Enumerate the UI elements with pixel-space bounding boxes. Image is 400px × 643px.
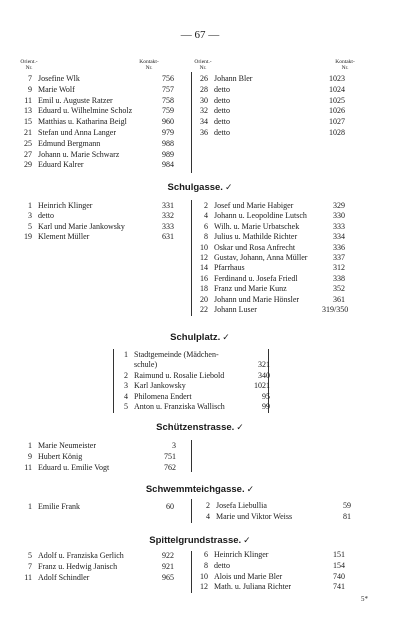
entry-row <box>193 106 345 116</box>
owner-name: Heinrich Klinger <box>214 550 269 559</box>
owner-name: Eduard u. Wilhelmine Scholz <box>38 106 133 116</box>
owner-name: detto <box>38 211 54 221</box>
entry-row <box>18 502 174 512</box>
orient-number: 12 <box>200 582 208 592</box>
orient-number: 22 <box>200 305 208 314</box>
orient-number: 5 <box>28 221 32 231</box>
contact-number: 631 <box>162 232 174 242</box>
entry-row <box>18 106 174 116</box>
entry-row <box>18 573 174 583</box>
contact-number: 3 <box>172 441 176 450</box>
entry-row <box>193 243 345 253</box>
entry-row <box>193 117 345 127</box>
contact-number: 1026 <box>329 106 345 116</box>
owner-name: Oskar und Rosa Anfrecht <box>214 242 296 252</box>
owner-name: Raimund u. Rosalie Liebold <box>134 370 225 380</box>
entry-row <box>193 561 345 571</box>
owner-name: Klement Müller <box>38 232 90 242</box>
orient-number: 2 <box>206 501 210 510</box>
check-mark-icon: ✓ <box>246 485 255 495</box>
orient-number: 1 <box>124 350 128 359</box>
entry-row <box>18 85 174 95</box>
orient-number: 1 <box>28 441 32 450</box>
check-mark-icon: ✓ <box>243 536 251 546</box>
column-divider <box>191 551 192 593</box>
contact-number: 1028 <box>329 128 345 137</box>
column-divider <box>191 72 192 173</box>
owner-name: Adolf Schindler <box>38 572 90 582</box>
contact-number: 312 <box>333 263 345 273</box>
contact-number: 1023 <box>329 74 345 83</box>
orient-number: 9 <box>28 84 32 94</box>
orient-number: 11 <box>24 572 32 582</box>
entry-row <box>193 96 345 106</box>
owner-name: Marie Wolf <box>38 84 75 94</box>
contact-number: 989 <box>162 149 174 159</box>
owner-name: detto <box>214 560 230 570</box>
orient-number: 8 <box>204 232 208 242</box>
entry-row <box>193 85 345 95</box>
owner-name: Johann Luser <box>214 305 257 314</box>
owner-name: detto <box>214 95 230 105</box>
orient-number: 27 <box>24 149 32 159</box>
contact-number: 99 <box>262 402 270 411</box>
orient-number: 7 <box>28 561 32 571</box>
entry-row <box>193 274 345 284</box>
owner-name: Karl und Marie Jankowsky <box>38 221 125 231</box>
orient-number: 14 <box>200 263 208 273</box>
contact-number: 337 <box>333 253 345 262</box>
owner-name: Johann Bler <box>214 74 253 83</box>
owner-name: detto <box>214 128 230 137</box>
entry-row <box>20 463 176 473</box>
owner-name: Stadtgemeinde (Mädchen- <box>134 350 219 359</box>
entry-row <box>20 441 176 451</box>
owner-name: schule) <box>134 360 158 370</box>
owner-name: Johann u. Leopoldine Lutsch <box>214 211 307 221</box>
orient-number: 10 <box>200 242 208 252</box>
orient-number: 2 <box>124 370 128 380</box>
owner-name: Emilie Frank <box>38 502 80 511</box>
contact-number: 60 <box>166 502 174 511</box>
orient-number: 26 <box>200 74 208 83</box>
owner-name: Edmund Bergmann <box>38 138 101 148</box>
column-divider <box>191 200 192 316</box>
contact-number: 1024 <box>329 84 345 94</box>
entry-row <box>114 402 270 412</box>
owner-name: Johann und Marie Hönsler <box>214 294 300 304</box>
owner-name: Alois und Marie Bler <box>214 571 283 581</box>
corner-mark: 5* <box>361 595 368 603</box>
owner-name: Matthias u. Katharina Beigl <box>38 117 127 127</box>
orient-number: 16 <box>200 273 208 283</box>
column-divider <box>191 440 192 472</box>
owner-name: Josef und Marie Habiger <box>214 201 294 210</box>
contact-number: 319/350 <box>322 305 349 314</box>
contact-number: 332 <box>162 211 174 221</box>
orient-number: 20 <box>200 294 208 304</box>
contact-number: 751 <box>164 451 176 461</box>
orient-number: 11 <box>24 95 32 105</box>
entry-row <box>193 201 345 211</box>
contact-number: 338 <box>333 273 345 283</box>
orient-number: 28 <box>200 84 208 94</box>
column-header-kontakt: Kontakt- Nr. <box>139 59 159 71</box>
entry-row <box>114 350 270 360</box>
orient-number: 6 <box>204 221 208 231</box>
contact-number: 334 <box>333 232 345 242</box>
contact-number: 330 <box>333 211 345 221</box>
check-mark-icon: ✓ <box>236 423 244 433</box>
orient-number: 36 <box>200 128 208 137</box>
contact-number: 1021 <box>254 381 270 391</box>
owner-name: Eduard Kalrer <box>38 160 84 170</box>
entry-row <box>193 501 351 511</box>
entry-row <box>20 452 176 462</box>
entry-row <box>18 128 174 138</box>
contact-number: 81 <box>343 511 351 521</box>
owner-name: Marie Neumeister <box>38 441 96 450</box>
contact-number: 960 <box>162 117 174 127</box>
entry-row <box>18 74 174 84</box>
orient-number: 5 <box>28 551 32 560</box>
entry-row <box>114 381 270 391</box>
contact-number: 154 <box>333 560 345 570</box>
owner-name: Marie und Viktor Weiss <box>216 511 293 521</box>
orient-number: 18 <box>200 284 208 294</box>
section-heading: Schulplatz. ✓ <box>170 332 230 343</box>
orient-number: 32 <box>200 106 208 116</box>
contact-number: 59 <box>343 501 351 510</box>
orient-number: 8 <box>204 560 208 570</box>
column-header-orient: Orient.- Nr. <box>194 59 212 71</box>
entry-row <box>18 562 174 572</box>
owner-name: Hubert König <box>38 451 83 461</box>
contact-number: 352 <box>333 284 345 294</box>
section-heading: Schulgasse. ✓ <box>167 182 233 193</box>
entry-row <box>193 128 345 138</box>
column-header-orient: Orient.- Nr. <box>20 59 38 71</box>
owner-name: Anton u. Franziska Wallisch <box>134 402 225 411</box>
entry-row <box>114 392 270 402</box>
orient-number: 3 <box>28 211 32 221</box>
orient-number: 10 <box>200 571 208 581</box>
contact-number: 762 <box>164 462 176 472</box>
column-divider <box>191 499 192 523</box>
orient-number: 7 <box>28 74 32 83</box>
contact-number: 329 <box>333 201 345 210</box>
owner-name: Math. u. Juliana Richter <box>214 582 292 592</box>
column-header-kontakt: Kontakt- Nr. <box>335 59 355 71</box>
contact-number: 1025 <box>329 95 345 105</box>
contact-number: 758 <box>162 95 174 105</box>
entry-row <box>18 211 174 221</box>
orient-number: 1 <box>28 502 32 511</box>
orient-number: 2 <box>204 201 208 210</box>
orient-number: 29 <box>24 160 32 170</box>
orient-number: 4 <box>124 391 128 401</box>
contact-number: 340 <box>258 370 270 380</box>
contact-number: 756 <box>162 74 174 83</box>
orient-number: 21 <box>24 128 32 137</box>
owner-name: Johann u. Marie Schwarz <box>38 149 120 159</box>
section-heading: Schützenstrasse. ✓ <box>156 422 244 433</box>
entry-row <box>18 117 174 127</box>
entry-row <box>18 201 174 211</box>
entry-row <box>18 232 174 242</box>
orient-number: 34 <box>200 117 208 127</box>
owner-name: Eduard u. Emilie Vogt <box>38 462 110 472</box>
owner-name: Josefine Wlk <box>38 74 80 83</box>
contact-number: 921 <box>162 561 174 571</box>
contact-number: 361 <box>333 294 345 304</box>
entry-row <box>193 74 345 84</box>
entry-row <box>193 305 349 315</box>
owner-name: Pfarrhaus <box>214 263 245 273</box>
owner-name: Karl Jankowsky <box>134 381 186 391</box>
orient-number: 13 <box>24 106 32 116</box>
entry-row <box>114 360 270 370</box>
entry-row <box>18 96 174 106</box>
orient-number: 6 <box>204 550 208 559</box>
entry-row <box>193 211 345 221</box>
orient-number: 4 <box>204 211 208 221</box>
orient-number: 15 <box>24 117 32 127</box>
entry-row <box>193 253 345 263</box>
orient-number: 19 <box>24 232 32 242</box>
contact-number: 741 <box>333 582 345 592</box>
contact-number: 331 <box>162 201 174 210</box>
entry-row <box>193 582 345 592</box>
entry-row <box>114 371 270 381</box>
orient-number: 12 <box>200 253 208 262</box>
orient-number: 9 <box>28 451 32 461</box>
owner-name: Philomena Endert <box>134 391 192 401</box>
orient-number: 4 <box>206 511 210 521</box>
entry-row <box>193 263 345 273</box>
owner-name: Wilh. u. Marie Urbatschek <box>214 221 300 231</box>
entry-row <box>193 295 345 305</box>
entry-row <box>18 139 174 149</box>
entry-row <box>18 551 174 561</box>
contact-number: 321 <box>258 360 270 370</box>
orient-number: 25 <box>24 138 32 148</box>
owner-name: detto <box>214 84 230 94</box>
contact-number: 922 <box>162 551 174 560</box>
owner-name: Julius u. Mathilde Richter <box>214 232 298 242</box>
contact-number: 151 <box>333 550 345 559</box>
contact-number: 759 <box>162 106 174 116</box>
owner-name: Josefa Liebullia <box>216 501 267 510</box>
page-number: — 67 — <box>180 29 220 41</box>
orient-number: 1 <box>28 201 32 210</box>
owner-name: Emil u. Auguste Ratzer <box>38 95 113 105</box>
owner-name: Gustav, Johann, Anna Müller <box>214 253 308 262</box>
contact-number: 984 <box>162 160 174 170</box>
contact-number: 95 <box>262 391 270 401</box>
contact-number: 336 <box>333 242 345 252</box>
owner-name: Franz u. Hedwig Janisch <box>38 561 118 571</box>
owner-name: detto <box>214 117 230 127</box>
contact-number: 333 <box>162 221 174 231</box>
owner-name: Ferdinand u. Josefa Friedl <box>214 273 298 283</box>
orient-number: 11 <box>24 462 32 472</box>
orient-number: 30 <box>200 95 208 105</box>
owner-name: Adolf u. Franziska Gerlich <box>38 551 124 560</box>
owner-name: Stefan und Anna Langer <box>38 128 116 137</box>
entry-row <box>193 232 345 242</box>
entry-row <box>193 512 351 522</box>
entry-row <box>193 550 345 560</box>
contact-number: 1027 <box>329 117 345 127</box>
owner-name: detto <box>214 106 230 116</box>
entry-row <box>18 222 174 232</box>
entry-row <box>193 222 345 232</box>
contact-number: 965 <box>162 572 174 582</box>
orient-number: 3 <box>124 381 128 391</box>
entry-row <box>193 572 345 582</box>
check-mark-icon: ✓ <box>224 183 233 193</box>
entry-row <box>18 150 174 160</box>
contact-number: 979 <box>162 128 174 137</box>
contact-number: 333 <box>333 221 345 231</box>
contact-number: 740 <box>333 571 345 581</box>
owner-name: Heinrich Klinger <box>38 201 93 210</box>
check-mark-icon: ✓ <box>222 333 230 343</box>
orient-number: 5 <box>124 402 128 411</box>
entry-row <box>193 284 345 294</box>
contact-number: 988 <box>162 138 174 148</box>
owner-name: Franz und Marie Kunz <box>214 284 287 294</box>
contact-number: 757 <box>162 84 174 94</box>
section-heading: Schwemmteichgasse. ✓ <box>145 484 255 495</box>
section-heading: Spittelgrundstrasse. ✓ <box>149 535 251 546</box>
entry-row <box>18 160 174 170</box>
